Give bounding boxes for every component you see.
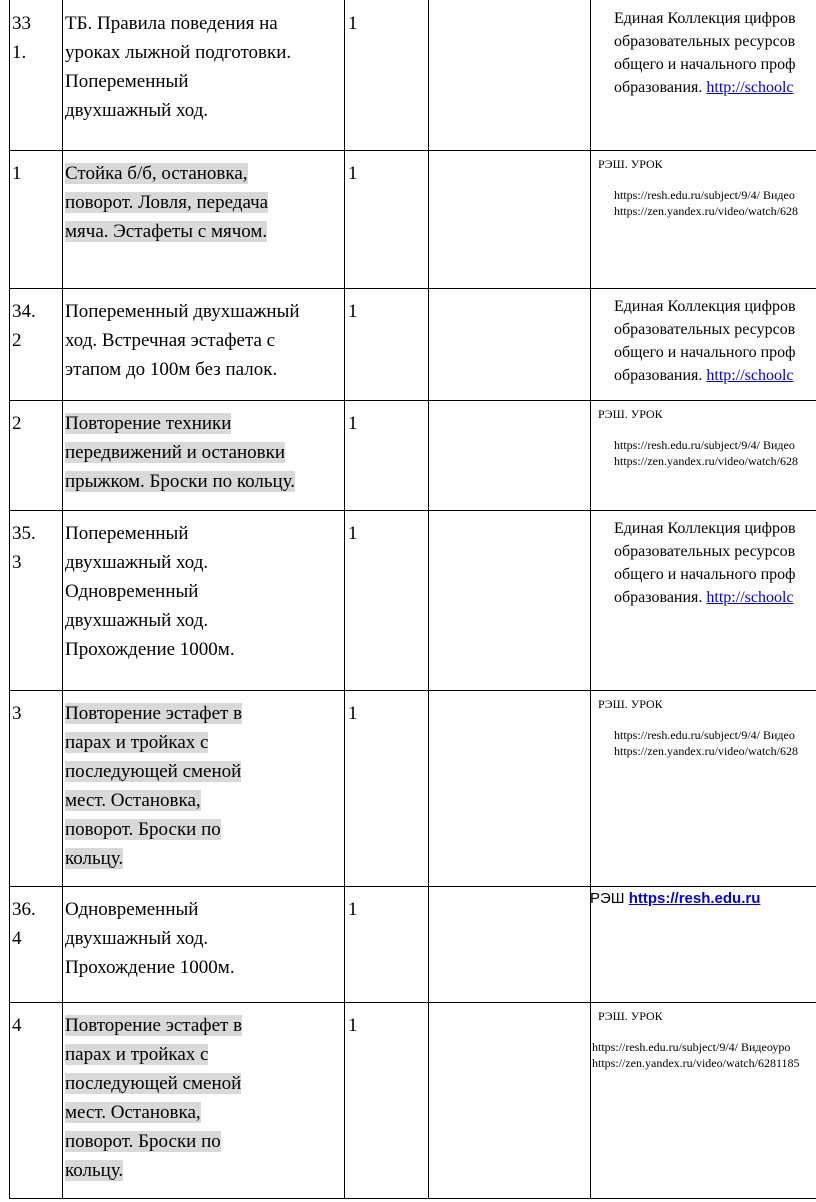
lesson-topic [65,519,235,664]
lesson-hours: 1 [348,13,358,34]
lesson-number-line: 3 [12,552,22,573]
lesson-topic-text: кольцу. [65,848,124,869]
digital-collection-resource [614,295,816,387]
resource-line-prefix: образования. [614,367,707,384]
resource-line: образовательных ресурсов [614,33,796,50]
lesson-number-line: 33 [12,13,31,34]
lesson-topic-text: последующей сменой [65,1073,242,1094]
row-border [9,150,816,151]
lesson-topic-line [65,1156,242,1185]
lesson-hours: 1 [348,899,358,920]
resource-line [614,586,816,609]
lesson-date-empty [429,289,589,309]
resh-video-resource [598,156,816,219]
resource-line: Единая Коллекция цифров [614,298,796,315]
lesson-topic-line [65,606,235,635]
lesson-topic-text: Прохождение 1000м. [65,639,235,660]
school-collection-link[interactable]: http://schoolc [706,589,794,606]
lesson-topic-line [65,96,291,125]
lesson-topic-line [65,635,235,664]
lesson-topic-text: уроках лыжной подготовки. [65,42,292,63]
lesson-topic-line [65,217,268,246]
lesson-topic-text: этапом до 100м без палок. [65,359,278,380]
resh-video-resource [598,406,816,469]
lesson-topic-line [65,1011,242,1040]
lesson-topic-text: поворот. Броски по [65,1131,221,1152]
lesson-topic-text: Повторение эстафет в [65,703,243,724]
lesson-topic [65,895,235,982]
lesson-topic-line [65,438,295,467]
lesson-hours: 1 [348,413,358,434]
resource-line: образовательных ресурсов [614,321,796,338]
lesson-topic-line [65,953,235,982]
row-border [9,288,816,289]
resource-line: общего и начального проф [614,566,796,583]
lesson-date-empty [429,691,589,711]
video-link[interactable]: https://zen.yandex.ru/video/watch/6281185 [592,1056,800,1070]
lesson-topic-text: Стойка б/б, остановка, [65,163,248,184]
row-border [9,886,816,887]
lesson-topic [65,297,300,384]
lesson-topic-text: Одновременный [65,581,199,602]
lesson-topic-text: двухшажный ход. [65,610,209,631]
lesson-topic [65,159,268,246]
lesson-number-line: 4 [12,928,22,949]
lesson-topic-line [65,188,268,217]
row-border [9,1002,816,1003]
lesson-hours: 1 [348,301,358,322]
lesson-topic [65,1011,242,1185]
row-border [9,510,816,511]
column-border [9,0,10,1199]
lesson-number [12,519,36,577]
lesson-date-empty [429,1003,589,1023]
lesson-topic-line [65,1098,242,1127]
lesson-topic-line [65,577,235,606]
lesson-topic-line [65,757,242,786]
lesson-topic-text: двухшажный ход. [65,100,209,121]
digital-collection-resource [614,517,816,609]
lesson-number [12,699,22,728]
lesson-hours: 1 [348,703,358,724]
lesson-topic-text: ход. Встречная эстафета с [65,330,276,351]
lesson-topic-line [65,467,295,496]
lesson-topic-text: прыжком. Броски по кольцу. [65,471,296,492]
video-link[interactable]: https://zen.yandex.ru/video/watch/628 [614,454,798,468]
lesson-topic-text: мест. Остановка, [65,790,201,811]
lesson-topic-text: мяча. Эстафеты с мячом. [65,221,268,242]
resource-line [614,76,816,99]
resh-label: РЭШ [590,890,629,907]
row-border [9,690,816,691]
lesson-number-line: 4 [12,1015,22,1036]
lesson-date-empty [429,887,589,907]
lesson-topic-line [65,67,291,96]
lesson-topic-text: поворот. Броски по [65,819,221,840]
resh-video-resource [598,696,816,759]
lesson-hours: 1 [348,1015,358,1036]
video-link[interactable]: https://zen.yandex.ru/video/watch/628 [614,744,798,758]
lesson-date-empty [429,401,589,421]
lesson-topic-line [65,326,300,355]
lesson-number-line: 35. [12,523,36,544]
lesson-topic-line [65,728,242,757]
lesson-topic-line [65,924,235,953]
lesson-topic-line [65,844,242,873]
resh-link[interactable]: https://resh.edu.ru [628,890,761,907]
lesson-topic-text: ТБ. Правила поведения на [65,13,278,34]
lesson-topic-line [65,1127,242,1156]
lesson-topic-text: Прохождение 1000м. [65,957,235,978]
lesson-number-line: 2 [12,413,22,434]
lesson-topic-line [65,9,291,38]
lesson-topic-line [65,38,291,67]
resource-line: общего и начального проф [614,344,796,361]
resh-lesson-heading: РЭШ. УРОК [598,697,663,711]
resource-line: общего и начального проф [614,56,796,73]
resh-lesson-heading: РЭШ. УРОК [598,407,663,421]
lesson-topic-line [65,895,235,924]
lesson-topic-line [65,699,242,728]
row-border [9,400,816,401]
lesson-topic-text: Попеременный [65,71,189,92]
resource-line-prefix: образования. [614,79,707,96]
lesson-topic-text: последующей сменой [65,761,242,782]
lesson-date-empty [429,151,589,171]
resh-lesson-heading: РЭШ. УРОК [598,157,663,171]
school-collection-link[interactable]: http://schoolc [706,367,794,384]
lesson-topic-line [65,297,300,326]
resource-line: Единая Коллекция цифров [614,10,796,27]
lesson-date-empty [429,1,589,21]
lesson-topic-text: парах и тройках с [65,1044,209,1065]
video-link[interactable]: https://zen.yandex.ru/video/watch/628 [614,204,798,218]
lesson-topic-text: кольцу. [65,1160,124,1181]
lesson-topic-line [65,159,268,188]
resource-line: Единая Коллекция цифров [614,520,796,537]
lesson-topic-text: Повторение техники [65,413,232,434]
video-link[interactable]: https://resh.edu.ru/subject/9/4/ Видео [614,728,795,742]
resource-line: образовательных ресурсов [614,543,796,560]
lesson-topic-text: парах и тройках с [65,732,209,753]
lesson-number [12,159,22,188]
lesson-topic-text: Повторение эстафет в [65,1015,243,1036]
lesson-topic-text: Попеременный двухшажный [65,301,300,322]
lesson-number [12,9,31,67]
video-link[interactable]: https://resh.edu.ru/subject/9/4/ Видео [614,188,795,202]
resource-line-prefix: образования. [614,589,707,606]
video-link[interactable]: https://resh.edu.ru/subject/9/4/ Видеоуро [592,1040,791,1054]
school-collection-link[interactable]: http://schoolc [706,79,794,96]
lesson-topic-text: Попеременный [65,523,189,544]
lesson-topic-line [65,355,300,384]
lesson-topic-line [65,519,235,548]
lesson-number-line: 1. [12,42,27,63]
resh-lesson-heading: РЭШ. УРОК [598,1009,663,1023]
column-border [344,0,345,1199]
lesson-topic-text: поворот. Ловля, передача [65,192,269,213]
lesson-topic [65,699,242,873]
column-border [590,0,591,1199]
lesson-topic [65,409,295,496]
column-border [62,0,63,1199]
lesson-date-empty [429,511,589,531]
lesson-topic-line [65,409,295,438]
lesson-topic-text: двухшажный ход. [65,928,209,949]
lesson-number [12,895,36,953]
resource-line [614,364,816,387]
lesson-number-line: 1 [12,163,22,184]
lesson-topic-line [65,1069,242,1098]
lesson-number-line: 2 [12,330,22,351]
lesson-number [12,1011,22,1040]
digital-collection-resource [614,7,816,99]
lesson-number [12,297,36,355]
resh-video-resource [592,1008,816,1071]
lesson-topic-line [65,1040,242,1069]
lesson-hours: 1 [348,163,358,184]
lesson-number-line: 3 [12,703,22,724]
lesson-number [12,409,22,438]
video-link[interactable]: https://resh.edu.ru/subject/9/4/ Видео [614,438,795,452]
lesson-topic [65,9,291,125]
lesson-number-line: 34. [12,301,36,322]
lesson-topic-text: передвижений и остановки [65,442,285,463]
lesson-hours: 1 [348,523,358,544]
lesson-topic-text: Одновременный [65,899,199,920]
lesson-topic-line [65,786,242,815]
lesson-topic-text: двухшажный ход. [65,552,209,573]
resh-link-resource [590,889,816,909]
lesson-topic-line [65,548,235,577]
lesson-number-line: 36. [12,899,36,920]
lesson-topic-line [65,815,242,844]
lesson-topic-text: мест. Остановка, [65,1102,201,1123]
row-border [9,1198,816,1199]
